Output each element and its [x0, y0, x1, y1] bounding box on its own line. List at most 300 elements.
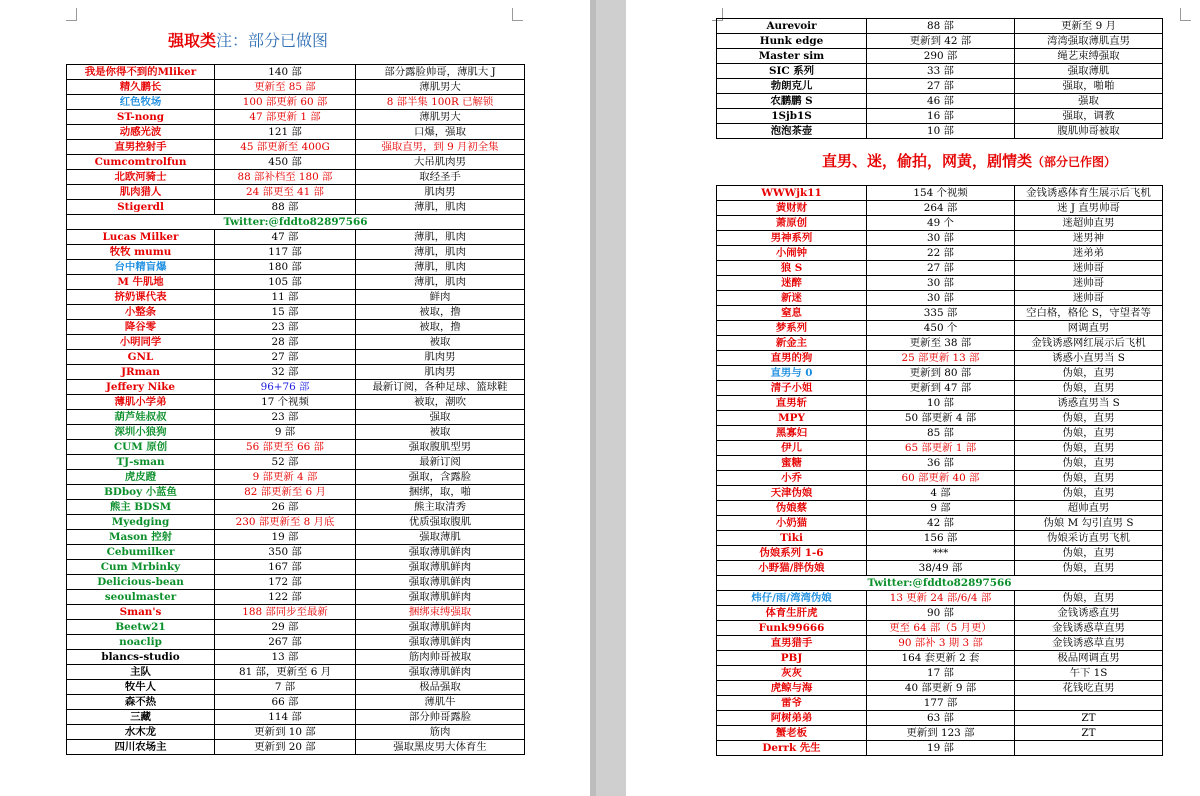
description-cell: 最新订阅: [356, 455, 525, 470]
corner-mark: [512, 8, 523, 21]
description-cell: 强取: [1015, 94, 1163, 109]
channel-name-cell: Aurevoir: [717, 19, 867, 34]
table-row: [717, 79, 1163, 94]
table-row: [717, 621, 1163, 636]
channel-name-cell: Stigerdl: [67, 200, 215, 215]
count-cell: 154 个视频: [867, 186, 1015, 201]
description-cell: 伪娘，直男: [1015, 456, 1163, 471]
page-gap: [590, 0, 626, 796]
count-cell: 17 个视频: [215, 395, 356, 410]
count-cell: 9 部: [215, 425, 356, 440]
table-row: [67, 365, 525, 380]
table-row: [717, 261, 1163, 276]
count-cell: 24 部更至 41 部: [215, 185, 356, 200]
corner-mark: [66, 8, 77, 21]
count-cell: 36 部: [867, 456, 1015, 471]
table-row: [717, 411, 1163, 426]
table-row: [717, 276, 1163, 291]
table-row: [717, 486, 1163, 501]
count-cell: 66 部: [215, 695, 356, 710]
table-row: [717, 34, 1163, 49]
count-cell: 更新到 20 部: [215, 740, 356, 755]
channel-name-cell: 农鹏鹏 S: [717, 94, 867, 109]
table-row: [717, 681, 1163, 696]
count-cell: 167 部: [215, 560, 356, 575]
channel-name-cell: BDboy 小蓝鱼: [67, 485, 215, 500]
description-cell: 金钱诱惑草直男: [1015, 636, 1163, 651]
channel-name-cell: 北欧河骑士: [67, 170, 215, 185]
count-cell: 85 部: [867, 426, 1015, 441]
channel-name-cell: 精久鹏长: [67, 80, 215, 95]
channel-name-cell: 葫芦娃叔叔: [67, 410, 215, 425]
channel-name-cell: Master sim: [717, 49, 867, 64]
channel-name-cell: 直男的狗: [717, 351, 867, 366]
count-cell: 47 部更新 1 部: [215, 110, 356, 125]
count-cell: 122 部: [215, 590, 356, 605]
count-cell: 17 部: [867, 666, 1015, 681]
count-cell: 32 部: [215, 365, 356, 380]
description-cell: 诱惑小直男当 S: [1015, 351, 1163, 366]
description-cell: 伪娘，直男: [1015, 471, 1163, 486]
channel-name-cell: 四川农场主: [67, 740, 215, 755]
channel-name-cell: 萧原创: [717, 216, 867, 231]
description-cell: 强取薄肌鲜肉: [356, 635, 525, 650]
count-cell: 140 部: [215, 65, 356, 80]
count-cell: 267 部: [215, 635, 356, 650]
count-cell: 96+76 部: [215, 380, 356, 395]
description-cell: 熊主取清秀: [356, 500, 525, 515]
channel-name-cell: 清子小姐: [717, 381, 867, 396]
description-cell: 迷弟弟: [1015, 246, 1163, 261]
channel-name-cell: 男神系列: [717, 231, 867, 246]
description-cell: 伪娘，直男: [1015, 561, 1163, 576]
channel-name-cell: SIC 系列: [717, 64, 867, 79]
count-cell: 33 部: [867, 64, 1015, 79]
description-cell: 被取，潮吹: [356, 395, 525, 410]
count-cell: 121 部: [215, 125, 356, 140]
count-cell: 47 部: [215, 230, 356, 245]
description-cell: 更新至 9 月: [1015, 19, 1163, 34]
count-cell: 90 部: [867, 606, 1015, 621]
table-row: [717, 711, 1163, 726]
count-cell: 60 部更新 40 部: [867, 471, 1015, 486]
description-cell: 伪娘，直男: [1015, 486, 1163, 501]
count-cell: 350 部: [215, 545, 356, 560]
count-cell: 16 部: [867, 109, 1015, 124]
section-title-note: （部分已作图）: [1032, 155, 1117, 169]
count-cell: 更新至 85 部: [215, 80, 356, 95]
table-row: [67, 650, 525, 665]
count-cell: 164 套更新 2 套: [867, 651, 1015, 666]
description-cell: [1015, 696, 1163, 711]
channel-name-cell: 梦系列: [717, 321, 867, 336]
channel-name-cell: seoulmaster: [67, 590, 215, 605]
channel-name-cell: 泡泡茶壶: [717, 124, 867, 139]
table-row: [67, 545, 525, 560]
channel-name-cell: TJ-sman: [67, 455, 215, 470]
description-cell: 强取薄肌: [356, 530, 525, 545]
count-cell: 27 部: [867, 79, 1015, 94]
count-cell: 11 部: [215, 290, 356, 305]
left-table: [66, 64, 525, 755]
channel-name-cell: 狼 S: [717, 261, 867, 276]
channel-name-cell: 小奶猫: [717, 516, 867, 531]
channel-name-cell: JRman: [67, 365, 215, 380]
description-cell: 强取薄肌鲜肉: [356, 575, 525, 590]
description-cell: 空白格，格伦 S，守望者等: [1015, 306, 1163, 321]
table-row: [67, 335, 525, 350]
table-row: [67, 500, 525, 515]
table-row: [717, 561, 1163, 576]
channel-name-cell: 阿树弟弟: [717, 711, 867, 726]
description-cell: 绳艺束缚强取: [1015, 49, 1163, 64]
description-cell: 伪娘 M 勾引直男 S: [1015, 516, 1163, 531]
description-cell: 金钱诱惑草直男: [1015, 621, 1163, 636]
table-row: [717, 109, 1163, 124]
table-row: [717, 336, 1163, 351]
corner-mark: [1180, 8, 1191, 21]
channel-name-cell: Hunk edge: [717, 34, 867, 49]
description-cell: 肌肉男: [356, 365, 525, 380]
channel-name-cell: 台中精盲爆: [67, 260, 215, 275]
channel-name-cell: 挤奶课代表: [67, 290, 215, 305]
description-cell: 迷男神: [1015, 231, 1163, 246]
count-cell: 88 部: [215, 200, 356, 215]
channel-name-cell: Cebumilker: [67, 545, 215, 560]
channel-name-cell: 直男斩: [717, 396, 867, 411]
description-cell: 花钱吃直男: [1015, 681, 1163, 696]
table-row: [67, 665, 525, 680]
channel-name-cell: 伊儿: [717, 441, 867, 456]
channel-name-cell: Jeffery Nike: [67, 380, 215, 395]
count-cell: 27 部: [215, 350, 356, 365]
right-top-table: [716, 18, 1163, 139]
description-cell: 被取: [356, 335, 525, 350]
count-cell: 更新到 123 部: [867, 726, 1015, 741]
channel-name-cell: 薄肌小学弟: [67, 395, 215, 410]
channel-name-cell: 虎鲸与海: [717, 681, 867, 696]
count-cell: 52 部: [215, 455, 356, 470]
table-row: [717, 696, 1163, 711]
description-cell: [1015, 741, 1163, 756]
twitter-handle-row: Twitter:@fddto82897566: [717, 576, 1163, 591]
table-row: [717, 471, 1163, 486]
description-cell: 取经圣手: [356, 170, 525, 185]
table-row: [717, 546, 1163, 561]
description-cell: 迷帅哥: [1015, 261, 1163, 276]
table-row: [717, 19, 1163, 34]
count-cell: 26 部: [215, 500, 356, 515]
description-cell: 强取直男，到 9 月初全集: [356, 140, 525, 155]
description-cell: 金钱诱惑体育生展示后飞机: [1015, 186, 1163, 201]
description-cell: 腹肌帅哥被取: [1015, 124, 1163, 139]
description-cell: 伪娘，直男: [1015, 381, 1163, 396]
count-cell: 9 部更新 4 部: [215, 470, 356, 485]
channel-name-cell: blancs-studio: [67, 650, 215, 665]
description-cell: 肌肉男: [356, 350, 525, 365]
description-cell: 薄肌，肌肉: [356, 200, 525, 215]
channel-name-cell: 直男与 0: [717, 366, 867, 381]
count-cell: 更新到 10 部: [215, 725, 356, 740]
channel-name-cell: 直男控射手: [67, 140, 215, 155]
description-cell: 薄肌，肌肉: [356, 230, 525, 245]
description-cell: 强取，含露脸: [356, 470, 525, 485]
channel-name-cell: Funk99666: [717, 621, 867, 636]
table-row: [717, 246, 1163, 261]
description-cell: 强取薄肌鲜肉: [356, 560, 525, 575]
description-cell: 薄肌，肌肉: [356, 275, 525, 290]
description-cell: 最新订阅，各种足球、篮球鞋: [356, 380, 525, 395]
table-row: [67, 350, 525, 365]
description-cell: 湾湾强取薄肌直男: [1015, 34, 1163, 49]
description-cell: 强取，调教: [1015, 109, 1163, 124]
channel-name-cell: 深圳小狼狗: [67, 425, 215, 440]
table-row: [67, 410, 525, 425]
table-row: [717, 456, 1163, 471]
count-cell: 100 部更新 60 部: [215, 95, 356, 110]
description-cell: 薄肌，肌肉: [356, 260, 525, 275]
count-cell: 4 部: [867, 486, 1015, 501]
channel-name-cell: 蟹老板: [717, 726, 867, 741]
description-cell: 迷帅哥: [1015, 291, 1163, 306]
section-title: [822, 150, 1116, 171]
channel-name-cell: 肌肉猎人: [67, 185, 215, 200]
channel-name-cell: 小明同学: [67, 335, 215, 350]
table-row: [67, 425, 525, 440]
count-cell: 188 部同步至最新: [215, 605, 356, 620]
description-cell: 强取黑皮男大体育生: [356, 740, 525, 755]
description-cell: 午下 1S: [1015, 666, 1163, 681]
count-cell: 82 部更新至 6 月: [215, 485, 356, 500]
description-cell: 优质强取腹肌: [356, 515, 525, 530]
channel-name-cell: Delicious-bean: [67, 575, 215, 590]
channel-name-cell: 小闹钟: [717, 246, 867, 261]
table-row: [67, 710, 525, 725]
channel-name-cell: 水木龙: [67, 725, 215, 740]
channel-name-cell: 新金主: [717, 336, 867, 351]
channel-name-cell: 勃朗克儿: [717, 79, 867, 94]
count-cell: 13 部: [215, 650, 356, 665]
channel-name-cell: 迷醉: [717, 276, 867, 291]
table-row: [717, 606, 1163, 621]
table-row: [717, 501, 1163, 516]
channel-name-cell: 红色牧场: [67, 95, 215, 110]
channel-name-cell: 动感光波: [67, 125, 215, 140]
channel-name-cell: 三藏: [67, 710, 215, 725]
description-cell: 强取: [356, 410, 525, 425]
left-document-page: [0, 0, 590, 796]
table-row: [67, 620, 525, 635]
channel-name-cell: WWWjk11: [717, 186, 867, 201]
table-row: [67, 170, 525, 185]
channel-name-cell: 牧牛人: [67, 680, 215, 695]
description-cell: 伪娘采访直男飞机: [1015, 531, 1163, 546]
count-cell: 230 部更新至 8 月底: [215, 515, 356, 530]
table-row: [717, 321, 1163, 336]
count-cell: 90 部补 3 期 3 部: [867, 636, 1015, 651]
table-row: [67, 305, 525, 320]
description-cell: 极品强取: [356, 680, 525, 695]
table-row: [717, 381, 1163, 396]
channel-name-cell: 直男猎手: [717, 636, 867, 651]
table-row: [67, 635, 525, 650]
table-row: [67, 260, 525, 275]
table-row: [717, 291, 1163, 306]
table-row: [67, 590, 525, 605]
count-cell: 114 部: [215, 710, 356, 725]
table-row: [67, 725, 525, 740]
title-note: 注：部分已做图: [216, 31, 329, 50]
table-row: [67, 320, 525, 335]
count-cell: 180 部: [215, 260, 356, 275]
description-cell: 强取薄肌鲜肉: [356, 590, 525, 605]
count-cell: 46 部: [867, 94, 1015, 109]
count-cell: 88 部补档至 180 部: [215, 170, 356, 185]
table-row: [717, 516, 1163, 531]
count-cell: 117 部: [215, 245, 356, 260]
description-cell: 强取薄肌鲜肉: [356, 620, 525, 635]
description-cell: 诱惑直男当 S: [1015, 396, 1163, 411]
channel-name-cell: 雷爷: [717, 696, 867, 711]
channel-name-cell: 窒息: [717, 306, 867, 321]
table-row: [717, 216, 1163, 231]
right-document-page: [626, 0, 1200, 796]
count-cell: 49 个: [867, 216, 1015, 231]
description-cell: 强取薄肌鲜肉: [356, 665, 525, 680]
count-cell: 42 部: [867, 516, 1015, 531]
channel-name-cell: 小乔: [717, 471, 867, 486]
count-cell: 450 部: [215, 155, 356, 170]
table-row: [67, 485, 525, 500]
channel-name-cell: PBJ: [717, 651, 867, 666]
table-row: [717, 201, 1163, 216]
channel-name-cell: GNL: [67, 350, 215, 365]
table-row: [67, 200, 525, 215]
count-cell: 15 部: [215, 305, 356, 320]
channel-name-cell: 体育生肝虎: [717, 606, 867, 621]
table-row: [717, 124, 1163, 139]
page-title: [168, 28, 328, 51]
description-cell: 金钱诱惑直男: [1015, 606, 1163, 621]
description-cell: 筋肉: [356, 725, 525, 740]
channel-name-cell: 伪娘系列 1-6: [717, 546, 867, 561]
description-cell: 强取薄肌鲜肉: [356, 545, 525, 560]
channel-name-cell: Lucas Milker: [67, 230, 215, 245]
count-cell: 172 部: [215, 575, 356, 590]
table-row: [67, 215, 525, 230]
count-cell: 19 部: [215, 530, 356, 545]
table-row: [67, 230, 525, 245]
channel-name-cell: 蜜糖: [717, 456, 867, 471]
count-cell: 29 部: [215, 620, 356, 635]
count-cell: 23 部: [215, 410, 356, 425]
channel-name-cell: 黄财财: [717, 201, 867, 216]
count-cell: 19 部: [867, 741, 1015, 756]
count-cell: 10 部: [867, 396, 1015, 411]
channel-name-cell: noaclip: [67, 635, 215, 650]
description-cell: 筋肉帅哥被取: [356, 650, 525, 665]
table-row: [67, 740, 525, 755]
channel-name-cell: M 牛肌地: [67, 275, 215, 290]
description-cell: 肌肉男: [356, 185, 525, 200]
count-cell: 81 部，更新至 6 月: [215, 665, 356, 680]
table-row: [67, 125, 525, 140]
count-cell: 更新到 80 部: [867, 366, 1015, 381]
table-row: [67, 605, 525, 620]
channel-name-cell: 森不热: [67, 695, 215, 710]
table-row: [67, 455, 525, 470]
channel-name-cell: 熊主 BDSM: [67, 500, 215, 515]
description-cell: 伪娘，直男: [1015, 546, 1163, 561]
count-cell: 更新到 47 部: [867, 381, 1015, 396]
table-row: [717, 666, 1163, 681]
count-cell: 63 部: [867, 711, 1015, 726]
table-row: [717, 726, 1163, 741]
table-row: [717, 591, 1163, 606]
count-cell: 23 部: [215, 320, 356, 335]
count-cell: 45 部更新至 400G: [215, 140, 356, 155]
table-row: [717, 441, 1163, 456]
count-cell: 10 部: [867, 124, 1015, 139]
description-cell: 迷帅哥: [1015, 276, 1163, 291]
table-row: [67, 695, 525, 710]
description-cell: 口爆，强取: [356, 125, 525, 140]
count-cell: 264 部: [867, 201, 1015, 216]
count-cell: 177 部: [867, 696, 1015, 711]
channel-name-cell: Myedging: [67, 515, 215, 530]
description-cell: 迷 J 直男帅哥: [1015, 201, 1163, 216]
count-cell: 更新至 38 部: [867, 336, 1015, 351]
table-row: [717, 186, 1163, 201]
count-cell: 更至 64 部（5 月更）: [867, 621, 1015, 636]
channel-name-cell: 小整条: [67, 305, 215, 320]
count-cell: 27 部: [867, 261, 1015, 276]
description-cell: 伪娘，直男: [1015, 366, 1163, 381]
description-cell: 被取，撸: [356, 305, 525, 320]
count-cell: 13 更新 24 部/6/4 部: [867, 591, 1015, 606]
channel-name-cell: Sman's: [67, 605, 215, 620]
description-cell: 薄肌，肌肉: [356, 245, 525, 260]
channel-name-cell: 牧牧 mumu: [67, 245, 215, 260]
channel-name-cell: ST-nong: [67, 110, 215, 125]
table-row: [67, 155, 525, 170]
table-row: [67, 245, 525, 260]
description-cell: 薄肌牛: [356, 695, 525, 710]
title-category: 强取类: [168, 31, 217, 50]
channel-name-cell: Mason 控射: [67, 530, 215, 545]
count-cell: 156 部: [867, 531, 1015, 546]
right-table: [716, 185, 1163, 756]
count-cell: 30 部: [867, 231, 1015, 246]
table-row: [717, 741, 1163, 756]
count-cell: ***: [867, 546, 1015, 561]
section-title-main: 直男、迷，偷拍，网黄，剧情类: [822, 152, 1033, 170]
table-row: [67, 80, 525, 95]
table-row: [717, 94, 1163, 109]
count-cell: 30 部: [867, 276, 1015, 291]
description-cell: 被取，撸: [356, 320, 525, 335]
description-cell: 被取: [356, 425, 525, 440]
channel-name-cell: 天津伪娘: [717, 486, 867, 501]
table-row: [717, 49, 1163, 64]
count-cell: 450 个: [867, 321, 1015, 336]
description-cell: 薄肌男大: [356, 110, 525, 125]
channel-name-cell: 新迷: [717, 291, 867, 306]
channel-name-cell: 灰灰: [717, 666, 867, 681]
table-row: [67, 185, 525, 200]
table-row: [717, 651, 1163, 666]
table-row: [67, 440, 525, 455]
